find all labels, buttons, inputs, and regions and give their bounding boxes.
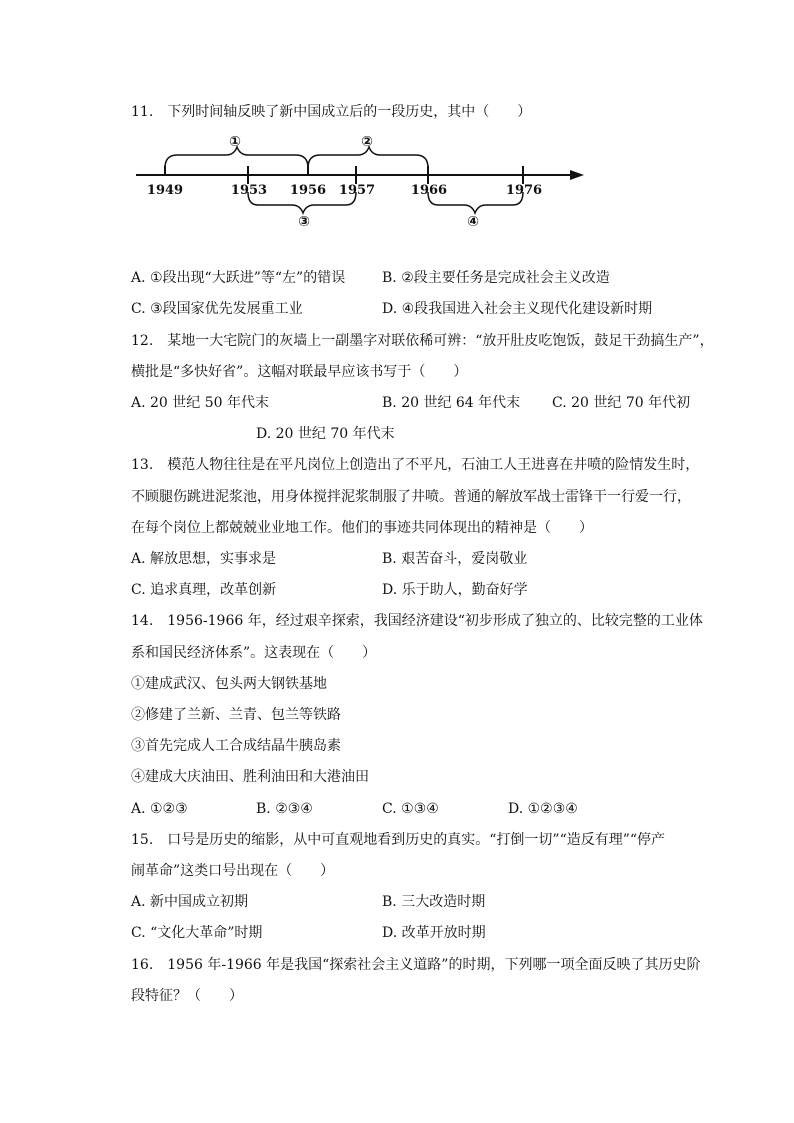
q11-option-a: A. ①段出现“大跃进”等“左”的错误 [131,270,346,286]
q13-stem-line-1: 13. 模范人物往往是在平凡岗位上创造出了不平凡，石油工人王进喜在井喷的险情发生时， [131,457,700,473]
q15-stem-line-2: 闹革命”这类口号出现在（ ） [131,863,335,879]
q14-item-2: ②修建了兰新、兰青、包兰等铁路 [131,707,341,723]
q12-option-d: D. 20 世纪 70 年代末 [256,426,395,442]
q16-stem-line-2: 段特征？（ ） [131,988,243,1004]
segment-label-1: ① [229,134,241,150]
year-label: 1957 [338,183,376,198]
q12-option-a: A. 20 世纪 50 年代末 [131,395,269,411]
year-label: 1976 [505,183,543,198]
q14-item-4: ④建成大庆油田、胜利油田和大港油田 [131,769,369,785]
timeline-arrowhead [570,170,584,180]
segment-label-3: ③ [298,214,310,230]
q13-option-a: A. 解放思想，实事求是 [131,551,277,567]
q16-stem-line-1: 16. 1956 年-1966 年是我国“探索社会主义道路”的时期，下列哪一项全面反映了其历史阶 [131,957,701,973]
year-label: 1949 [146,183,184,198]
q15-option-d: D. 改革开放时期 [382,925,486,941]
q14-option-a: A. ①②③ [131,801,188,817]
segment-label-2: ② [361,134,373,150]
q14-option-b: B. ②③④ [256,801,313,817]
q15-stem-line-1: 15. 口号是历史的缩影，从中可直观地看到历史的真实。“打倒一切”“造反有理”“停产 [131,832,666,848]
q12-stem-line-1: 12. 某地一大宅院门的灰墙上一副墨字对联依稀可辨：“放开肚皮吃饱饭，鼓足干劲搞生产”， [131,333,714,349]
q13-option-d: D. 乐于助人，勤奋好学 [382,582,528,598]
q13-option-c: C. 追求真理，改革创新 [131,582,277,598]
q14-stem-line-2: 系和国民经济体系”。这表现在（ ） [131,645,377,661]
q12-stem-line-2: 横批是“多快好省”。这幅对联最早应该书写于（ ） [131,364,468,380]
segment-label-4: ④ [467,214,479,230]
q14-item-3: ③首先完成人工合成结晶牛胰岛素 [131,738,341,754]
q13-stem-line-3: 在每个岗位上都兢兢业业地工作。他们的事迹共同体现出的精神是（ ） [131,520,593,536]
timeline-diagram [0,125,794,365]
q15-option-b: B. 三大改造时期 [382,894,486,910]
year-label: 1953 [230,183,268,198]
q14-option-d: D. ①②③④ [508,801,578,817]
q13-option-b: B. 艰苦奋斗，爱岗敬业 [382,551,528,567]
q14-item-1: ①建成武汉、包头两大钢铁基地 [131,676,327,692]
q11-option-d: D. ④段我国进入社会主义现代化建设新时期 [382,301,653,317]
year-label: 1966 [410,183,448,198]
q11-stem: 11. 下列时间轴反映了新中国成立后的一段历史，其中（ ） [131,104,532,120]
q12-option-b: B. 20 世纪 64 年代末 [382,395,521,411]
q15-option-a: A. 新中国成立初期 [131,894,249,910]
brace-segment-1 [165,147,308,168]
q13-stem-line-2: 不顾腿伤跳进泥浆池，用身体搅拌泥浆制服了井喷。普通的解放军战士雷锋干一行爱一行， [131,489,691,505]
q11-option-b: B. ②段主要任务是完成社会主义改造 [382,270,610,286]
q14-option-c: C. ①③④ [382,801,439,817]
q14-stem-line-1: 14. 1956-1966 年，经过艰辛探索，我国经济建设“初步形成了独立的、比较完整的工业体 [131,613,703,629]
q11-option-c: C. ③段国家优先发展重工业 [131,301,303,317]
brace-segment-2 [308,147,428,168]
year-label: 1956 [289,183,327,198]
q12-option-c: C. 20 世纪 70 年代初 [552,395,691,411]
q15-option-c: C. “文化大革命”时期 [131,925,263,941]
